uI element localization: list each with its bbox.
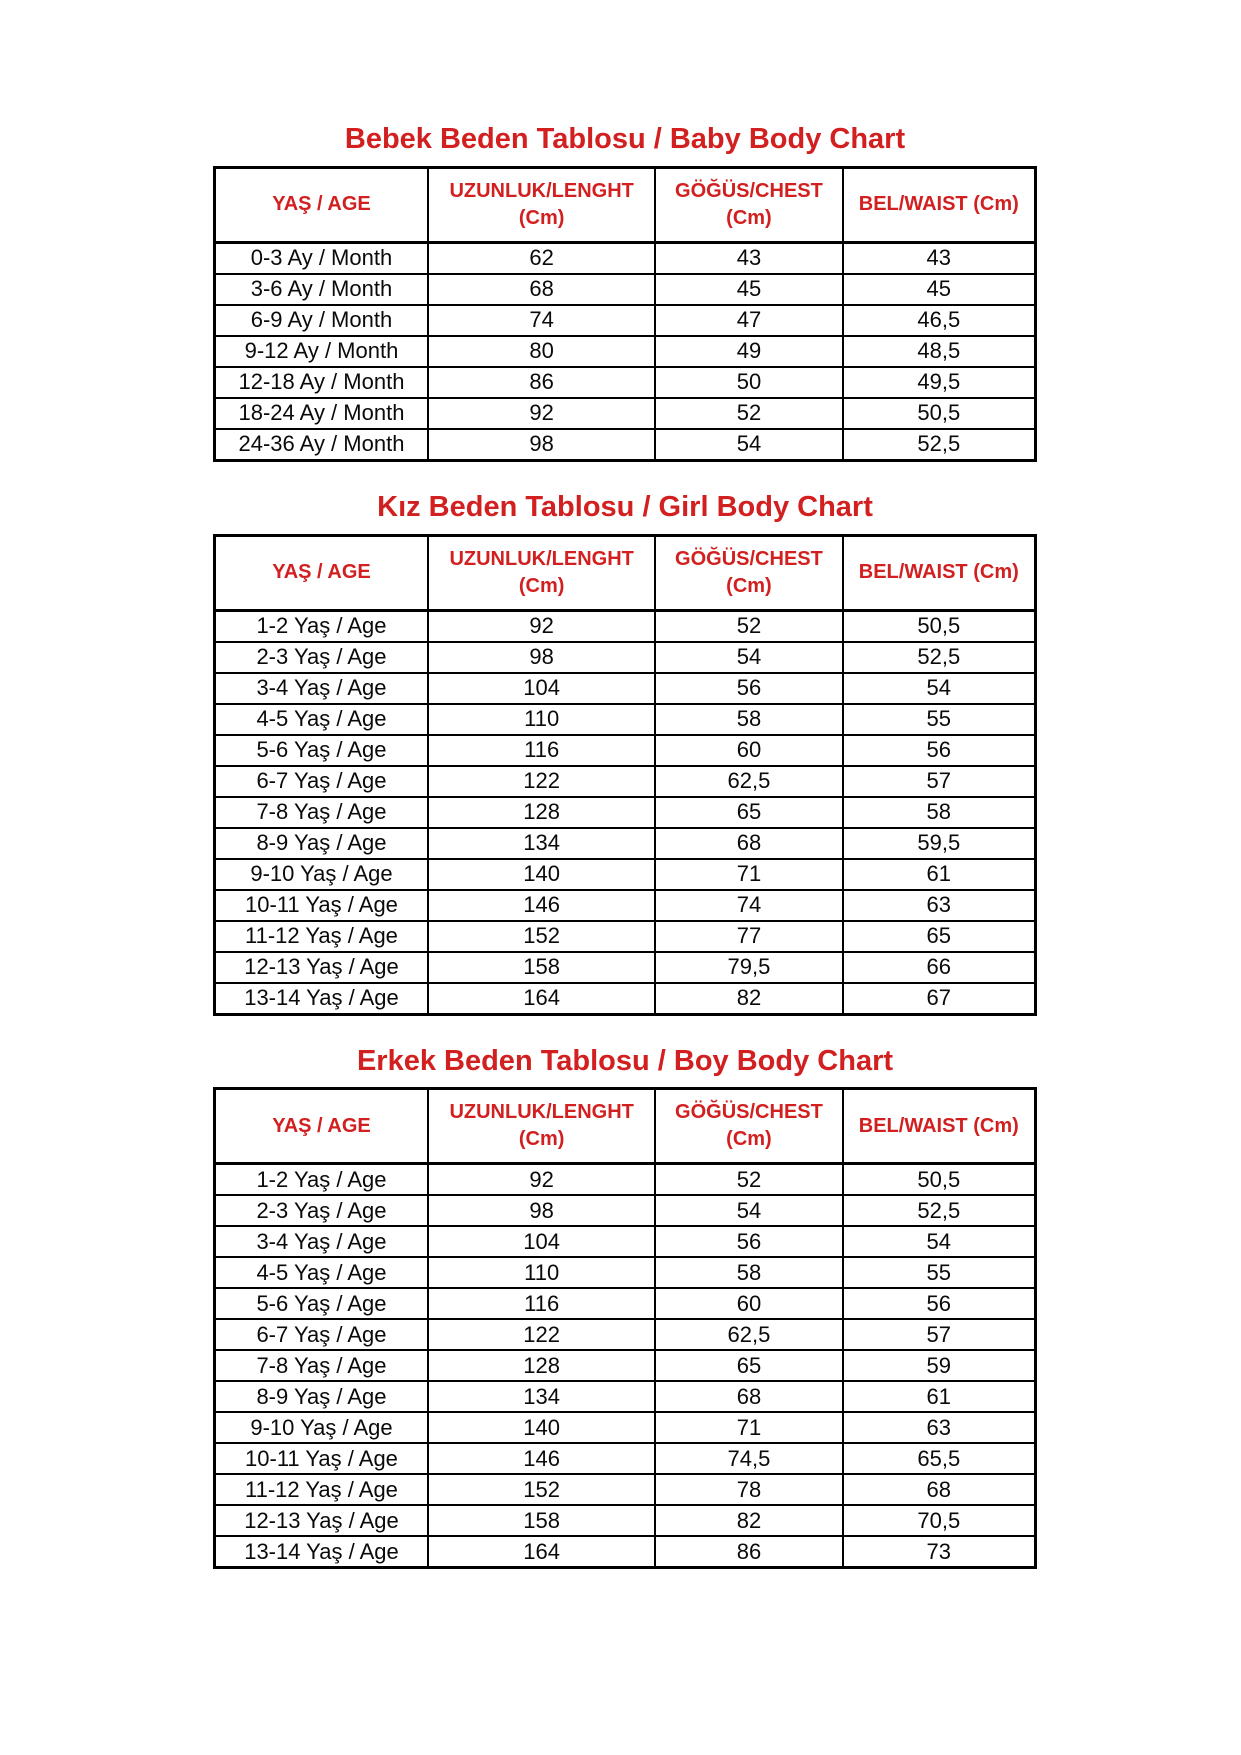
row-label-cell: 2-3 Yaş / Age: [215, 1195, 428, 1226]
table-row: [215, 242, 1036, 274]
table-body: [215, 1164, 1036, 1568]
row-label-cell: 1-2 Yaş / Age: [215, 610, 428, 642]
value-cell: 98: [428, 1195, 655, 1226]
value-cell: 116: [428, 735, 655, 766]
header-cell-age: [215, 1089, 428, 1164]
header-waist-label: BEL/WAIST (Cm): [858, 561, 1019, 584]
size-charts-container: [213, 0, 1037, 1569]
row-label-cell: 0-3 Ay / Month: [215, 242, 428, 274]
row-label-cell: 3-4 Yaş / Age: [215, 673, 428, 704]
value-cell: 104: [428, 673, 655, 704]
row-label-cell: 12-13 Yaş / Age: [215, 952, 428, 983]
header-row: [215, 1089, 1036, 1164]
value-cell: 46,5: [843, 305, 1036, 336]
table-row: [215, 305, 1036, 336]
value-cell: 68: [428, 274, 655, 305]
value-cell: 74,5: [655, 1443, 842, 1474]
header-age-label: YAŞ / AGE: [272, 193, 371, 216]
header-cell-length: [428, 1089, 655, 1164]
value-cell: 65,5: [843, 1443, 1036, 1474]
value-cell: 158: [428, 1505, 655, 1536]
value-cell: 146: [428, 1443, 655, 1474]
table-row: [215, 1288, 1036, 1319]
table-row: [215, 1164, 1036, 1196]
table-body: [215, 242, 1036, 460]
value-cell: 78: [655, 1474, 842, 1505]
row-label-cell: 13-14 Yaş / Age: [215, 1536, 428, 1568]
value-cell: 52: [655, 1164, 842, 1196]
table-header: [215, 167, 1036, 242]
row-label-cell: 6-7 Yaş / Age: [215, 766, 428, 797]
value-cell: 164: [428, 1536, 655, 1568]
header-age-label: YAŞ / AGE: [272, 561, 371, 584]
value-cell: 74: [428, 305, 655, 336]
row-label-cell: 4-5 Yaş / Age: [215, 1257, 428, 1288]
value-cell: 86: [428, 367, 655, 398]
value-cell: 54: [655, 642, 842, 673]
value-cell: 50,5: [843, 610, 1036, 642]
value-cell: 52,5: [843, 642, 1036, 673]
value-cell: 116: [428, 1288, 655, 1319]
value-cell: 66: [843, 952, 1036, 983]
value-cell: 47: [655, 305, 842, 336]
table-row: [215, 1257, 1036, 1288]
chart-title: Bebek Beden Tablosu / Baby Body Chart: [344, 123, 906, 155]
value-cell: 82: [655, 1505, 842, 1536]
table-row: [215, 1474, 1036, 1505]
table-row: [215, 704, 1036, 735]
value-cell: 43: [655, 242, 842, 274]
value-cell: 98: [428, 429, 655, 461]
value-cell: 62,5: [655, 1319, 842, 1350]
value-cell: 77: [655, 921, 842, 952]
value-cell: 158: [428, 952, 655, 983]
table-header: [215, 535, 1036, 610]
value-cell: 74: [655, 890, 842, 921]
value-cell: 71: [655, 1412, 842, 1443]
row-label-cell: 8-9 Yaş / Age: [215, 1381, 428, 1412]
value-cell: 65: [655, 797, 842, 828]
table-row: [215, 983, 1036, 1015]
value-cell: 49,5: [843, 367, 1036, 398]
value-cell: 52: [655, 398, 842, 429]
value-cell: 60: [655, 735, 842, 766]
header-chest-unit: (Cm): [726, 206, 772, 229]
row-label-cell: 12-13 Yaş / Age: [215, 1505, 428, 1536]
row-label-cell: 9-10 Yaş / Age: [215, 1412, 428, 1443]
value-cell: 134: [428, 828, 655, 859]
header-chest-unit: (Cm): [726, 1128, 772, 1151]
table-row: [215, 429, 1036, 461]
value-cell: 61: [843, 859, 1036, 890]
row-label-cell: 10-11 Yaş / Age: [215, 890, 428, 921]
header-chest-unit: (Cm): [726, 574, 772, 597]
row-label-cell: 18-24 Ay / Month: [215, 398, 428, 429]
value-cell: 45: [655, 274, 842, 305]
header-length-unit: (Cm): [518, 206, 565, 229]
value-cell: 110: [428, 704, 655, 735]
value-cell: 43: [843, 242, 1036, 274]
header-cell-length: [428, 167, 655, 242]
value-cell: 79,5: [655, 952, 842, 983]
value-cell: 63: [843, 890, 1036, 921]
value-cell: 52,5: [843, 1195, 1036, 1226]
value-cell: 82: [655, 983, 842, 1015]
size-chart-section: [213, 490, 1037, 1016]
value-cell: 71: [655, 859, 842, 890]
value-cell: 140: [428, 1412, 655, 1443]
row-label-cell: 10-11 Yaş / Age: [215, 1443, 428, 1474]
value-cell: 50,5: [843, 398, 1036, 429]
value-cell: 104: [428, 1226, 655, 1257]
row-label-cell: 4-5 Yaş / Age: [215, 704, 428, 735]
header-length-label: UZUNLUK/LENGHT: [449, 547, 634, 570]
table-row: [215, 1195, 1036, 1226]
value-cell: 56: [843, 735, 1036, 766]
value-cell: 48,5: [843, 336, 1036, 367]
value-cell: 56: [655, 1226, 842, 1257]
table-row: [215, 1412, 1036, 1443]
row-label-cell: 1-2 Yaş / Age: [215, 1164, 428, 1196]
chart-title: Erkek Beden Tablosu / Boy Body Chart: [356, 1044, 894, 1077]
header-cell-chest: [655, 535, 842, 610]
value-cell: 86: [655, 1536, 842, 1568]
header-waist-label: BEL/WAIST (Cm): [858, 1114, 1019, 1137]
row-label-cell: 3-6 Ay / Month: [215, 274, 428, 305]
row-label-cell: 7-8 Yaş / Age: [215, 1350, 428, 1381]
value-cell: 164: [428, 983, 655, 1015]
value-cell: 73: [843, 1536, 1036, 1568]
table-row: [215, 1226, 1036, 1257]
row-label-cell: 11-12 Yaş / Age: [215, 1474, 428, 1505]
table-row: [215, 274, 1036, 305]
size-chart-section: [213, 122, 1037, 462]
value-cell: 146: [428, 890, 655, 921]
row-label-cell: 9-10 Yaş / Age: [215, 859, 428, 890]
value-cell: 152: [428, 1474, 655, 1505]
header-chest-label: GÖĞÜS/CHEST: [675, 547, 823, 570]
table-row: [215, 367, 1036, 398]
value-cell: 52: [655, 610, 842, 642]
header-length-label: UZUNLUK/LENGHT: [449, 1101, 634, 1124]
value-cell: 54: [655, 429, 842, 461]
table-row: [215, 1443, 1036, 1474]
value-cell: 55: [843, 704, 1036, 735]
value-cell: 50,5: [843, 1164, 1036, 1196]
value-cell: 152: [428, 921, 655, 952]
value-cell: 54: [655, 1195, 842, 1226]
header-length-unit: (Cm): [518, 1128, 565, 1151]
value-cell: 70,5: [843, 1505, 1036, 1536]
header-row: [215, 167, 1036, 242]
header-length-unit: (Cm): [518, 574, 565, 597]
header-cell-length: [428, 535, 655, 610]
row-label-cell: 6-7 Yaş / Age: [215, 1319, 428, 1350]
header-length-label: UZUNLUK/LENGHT: [449, 179, 634, 202]
table-row: [215, 952, 1036, 983]
table-row: [215, 735, 1036, 766]
header-chest-label: GÖĞÜS/CHEST: [675, 179, 823, 202]
header-cell-chest: [655, 1089, 842, 1164]
table-row: [215, 673, 1036, 704]
row-label-cell: 24-36 Ay / Month: [215, 429, 428, 461]
value-cell: 58: [655, 704, 842, 735]
value-cell: 98: [428, 642, 655, 673]
table-row: [215, 642, 1036, 673]
value-cell: 134: [428, 1381, 655, 1412]
table-row: [215, 1536, 1036, 1568]
value-cell: 68: [655, 1381, 842, 1412]
header-waist-label: BEL/WAIST (Cm): [858, 193, 1019, 216]
header-cell-waist: [843, 167, 1036, 242]
value-cell: 57: [843, 1319, 1036, 1350]
table-row: [215, 398, 1036, 429]
row-label-cell: 3-4 Yaş / Age: [215, 1226, 428, 1257]
table-row: [215, 859, 1036, 890]
size-table: [213, 534, 1037, 1016]
row-label-cell: 11-12 Yaş / Age: [215, 921, 428, 952]
value-cell: 140: [428, 859, 655, 890]
value-cell: 55: [843, 1257, 1036, 1288]
table-header: [215, 1089, 1036, 1164]
row-label-cell: 7-8 Yaş / Age: [215, 797, 428, 828]
table-row: [215, 336, 1036, 367]
value-cell: 62,5: [655, 766, 842, 797]
value-cell: 65: [655, 1350, 842, 1381]
value-cell: 60: [655, 1288, 842, 1319]
value-cell: 68: [843, 1474, 1036, 1505]
row-label-cell: 5-6 Yaş / Age: [215, 735, 428, 766]
value-cell: 59,5: [843, 828, 1036, 859]
value-cell: 49: [655, 336, 842, 367]
value-cell: 50: [655, 367, 842, 398]
row-label-cell: 5-6 Yaş / Age: [215, 1288, 428, 1319]
value-cell: 92: [428, 610, 655, 642]
header-cell-chest: [655, 167, 842, 242]
header-cell-waist: [843, 1089, 1036, 1164]
table-row: [215, 797, 1036, 828]
size-table: [213, 1087, 1037, 1569]
header-cell-waist: [843, 535, 1036, 610]
value-cell: 56: [843, 1288, 1036, 1319]
value-cell: 122: [428, 766, 655, 797]
row-label-cell: 12-18 Ay / Month: [215, 367, 428, 398]
value-cell: 62: [428, 242, 655, 274]
value-cell: 128: [428, 797, 655, 828]
table-row: [215, 890, 1036, 921]
value-cell: 92: [428, 1164, 655, 1196]
table-row: [215, 1381, 1036, 1412]
value-cell: 68: [655, 828, 842, 859]
header-row: [215, 535, 1036, 610]
table-row: [215, 610, 1036, 642]
value-cell: 59: [843, 1350, 1036, 1381]
value-cell: 58: [843, 797, 1036, 828]
row-label-cell: 6-9 Ay / Month: [215, 305, 428, 336]
table-row: [215, 921, 1036, 952]
value-cell: 54: [843, 1226, 1036, 1257]
value-cell: 128: [428, 1350, 655, 1381]
value-cell: 92: [428, 398, 655, 429]
value-cell: 65: [843, 921, 1036, 952]
row-label-cell: 13-14 Yaş / Age: [215, 983, 428, 1015]
table-row: [215, 1350, 1036, 1381]
row-label-cell: 9-12 Ay / Month: [215, 336, 428, 367]
value-cell: 57: [843, 766, 1036, 797]
value-cell: 122: [428, 1319, 655, 1350]
value-cell: 45: [843, 274, 1036, 305]
value-cell: 110: [428, 1257, 655, 1288]
header-cell-age: [215, 167, 428, 242]
chart-title: Kız Beden Tablosu / Girl Body Chart: [377, 490, 873, 523]
value-cell: 54: [843, 673, 1036, 704]
table-row: [215, 828, 1036, 859]
value-cell: 67: [843, 983, 1036, 1015]
size-chart-section: [213, 1044, 1037, 1570]
value-cell: 58: [655, 1257, 842, 1288]
value-cell: 80: [428, 336, 655, 367]
size-table: [213, 166, 1037, 462]
header-chest-label: GÖĞÜS/CHEST: [675, 1101, 823, 1124]
table-row: [215, 1319, 1036, 1350]
row-label-cell: 2-3 Yaş / Age: [215, 642, 428, 673]
header-cell-age: [215, 535, 428, 610]
value-cell: 61: [843, 1381, 1036, 1412]
header-age-label: YAŞ / AGE: [272, 1114, 371, 1137]
value-cell: 52,5: [843, 429, 1036, 461]
table-body: [215, 610, 1036, 1014]
table-row: [215, 1505, 1036, 1536]
value-cell: 56: [655, 673, 842, 704]
value-cell: 63: [843, 1412, 1036, 1443]
row-label-cell: 8-9 Yaş / Age: [215, 828, 428, 859]
table-row: [215, 766, 1036, 797]
